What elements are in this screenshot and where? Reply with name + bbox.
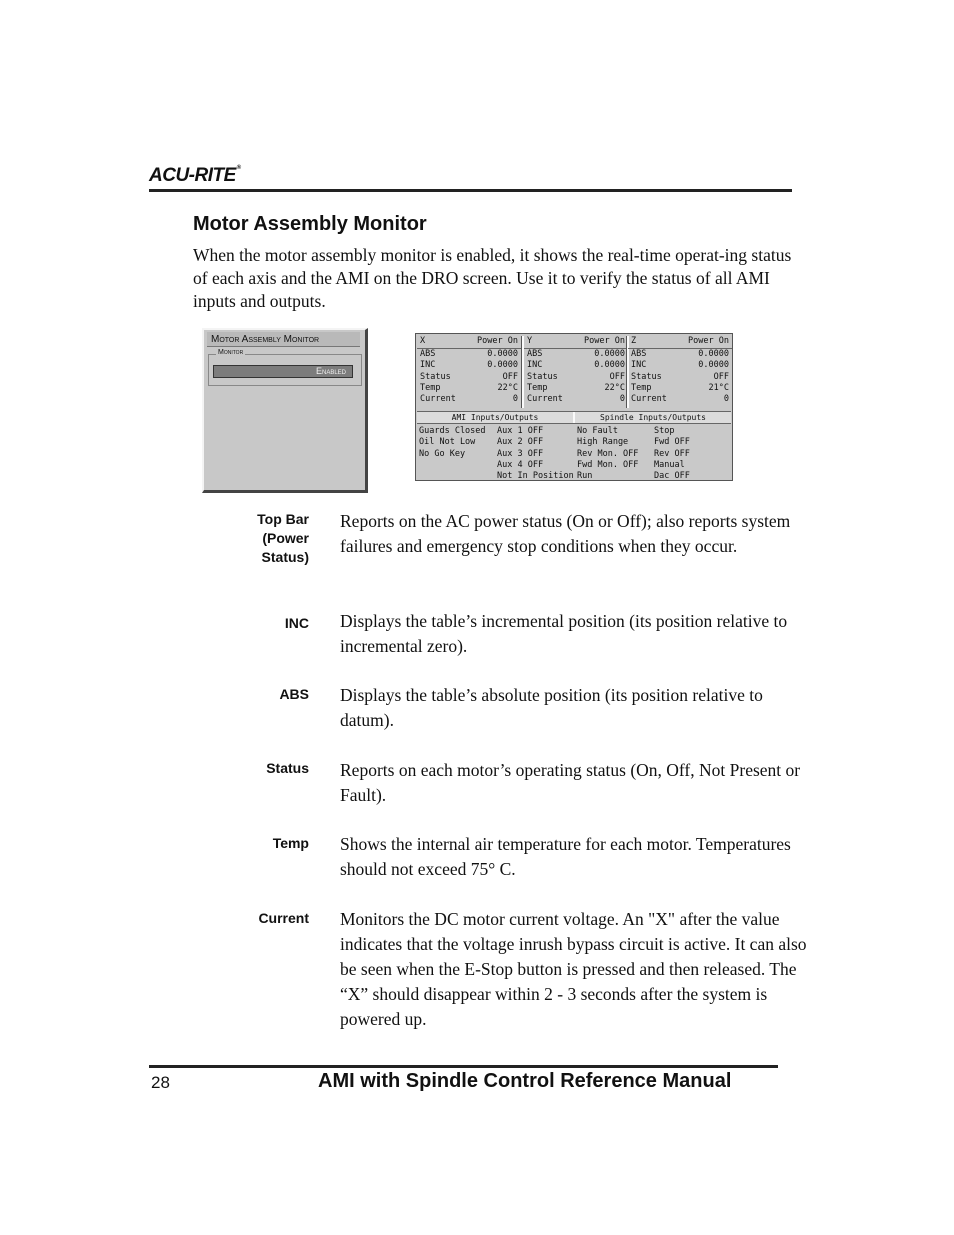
manual-title: AMI with Spindle Control Reference Manual	[318, 1070, 732, 1092]
axis-panel-y	[524, 336, 628, 408]
io-item: Manual	[654, 459, 685, 470]
abs-row: ABS 0.0000	[631, 349, 729, 359]
axis-panel-z	[628, 336, 732, 408]
footer-rule	[149, 1065, 778, 1068]
inc-row: INC 0.0000	[527, 360, 625, 371]
temp-row: Temp 22°C	[420, 382, 518, 393]
monitor-settings-panel	[202, 328, 368, 493]
io-item: Stop	[654, 426, 675, 436]
definition-current: Monitors the DC motor current voltage. An "X" after the value indicates that the voltage inrush bypass circuit is active. It can also be seen when the E-Stop button is pressed and then released. The “X” should disappear within 2 - 3 seconds after the system is powered up.	[340, 909, 807, 1029]
section-title: Motor Assembly Monitor	[193, 213, 427, 235]
power-status: Power On	[477, 336, 518, 346]
definition-status: Reports on each motor’s operating status (On, Off, Not Present or Fault).	[340, 760, 801, 805]
axis-header: Y Power On	[524, 336, 628, 349]
io-item: Rev Mon. OFF	[577, 448, 639, 459]
status-row: Status OFF	[527, 371, 625, 382]
monitor-enabled-field[interactable]: Enabled	[213, 365, 353, 378]
io-item: Fwd OFF	[654, 437, 690, 448]
io-item: Aux 1 OFF	[497, 426, 544, 436]
definition-inc: Displays the table’s incremental position (its position relative to incremental zero).	[340, 611, 788, 656]
logo-text: ACU-RITE	[149, 165, 236, 186]
term-current: Current	[258, 910, 309, 926]
ami-inputs-column	[419, 426, 486, 460]
io-item: No Go Key	[419, 448, 466, 459]
intro-paragraph: When the motor assembly monitor is enabled, it shows the real-time operat-ing status of each axis and the AMI on the DRO screen. Use it to verify the status of all AMI inputs and outputs.	[193, 245, 792, 311]
io-item: Run	[577, 471, 593, 482]
header-rule	[149, 189, 792, 192]
io-item: Fwd Mon. OFF	[577, 459, 639, 470]
io-item: Aux 3 OFF	[497, 448, 544, 459]
term-top-bar: Top Bar (Power Status)	[257, 511, 309, 565]
io-item: High Range	[577, 437, 629, 448]
spindle-inputs-column	[577, 426, 638, 482]
inc-row: INC 0.0000	[631, 360, 729, 371]
current-row: Current 0	[420, 394, 518, 405]
io-header-bar	[417, 411, 731, 424]
io-item: Guards Closed	[419, 426, 486, 436]
abs-row: ABS 0.0000	[420, 349, 518, 359]
io-item: Dac OFF	[654, 471, 690, 482]
temp-row: Temp 21°C	[631, 382, 729, 393]
spindle-outputs-column	[654, 426, 690, 482]
io-item: Rev OFF	[654, 448, 690, 459]
term-temp: Temp	[272, 835, 309, 851]
power-status: Power On	[584, 336, 625, 346]
definition-abs: Displays the table’s absolute position (its position relative to datum).	[340, 685, 763, 730]
status-row: Status OFF	[631, 371, 729, 382]
io-item: Aux 2 OFF	[497, 437, 544, 448]
monitor-group	[208, 349, 362, 386]
acu-rite-logo	[149, 165, 241, 187]
current-row: Current 0	[631, 394, 729, 405]
temp-row: Temp 22°C	[527, 382, 625, 393]
term-status: Status	[266, 760, 309, 776]
axis-header: Z Power On	[628, 336, 732, 349]
axis-header: X Power On	[417, 336, 521, 349]
definition-top-bar: Reports on the AC power status (On or Off); also reports system failures and emergency stop conditions when they occur.	[340, 511, 791, 556]
io-item: Not In Position	[497, 471, 574, 482]
current-row: Current 0	[527, 394, 625, 405]
registered-mark: ®	[236, 165, 241, 171]
term-inc: INC	[284, 615, 309, 631]
inc-row: INC 0.0000	[420, 360, 518, 371]
term-abs: ABS	[279, 686, 309, 702]
axis-panel-x	[417, 336, 521, 408]
ami-io-header: AMI Inputs/Outputs	[451, 413, 539, 422]
monitor-panel-title: Motor Assembly Monitor	[207, 332, 360, 347]
page-number: 28	[151, 1073, 170, 1092]
ami-aux-column	[497, 426, 574, 482]
status-row: Status OFF	[420, 371, 518, 382]
abs-row: ABS 0.0000	[527, 349, 625, 359]
dro-screen	[415, 333, 733, 481]
power-status: Power On	[688, 336, 729, 346]
io-item: Oil Not Low	[419, 437, 476, 448]
definition-temp: Shows the internal air temperature for each motor. Temperatures should not exceed 75° C.	[340, 834, 791, 879]
io-item: Aux 4 OFF	[497, 459, 544, 470]
io-item: No Fault	[577, 426, 618, 436]
monitor-group-label: Monitor	[218, 349, 244, 356]
spindle-io-header: Spindle Inputs/Outputs	[573, 412, 731, 423]
